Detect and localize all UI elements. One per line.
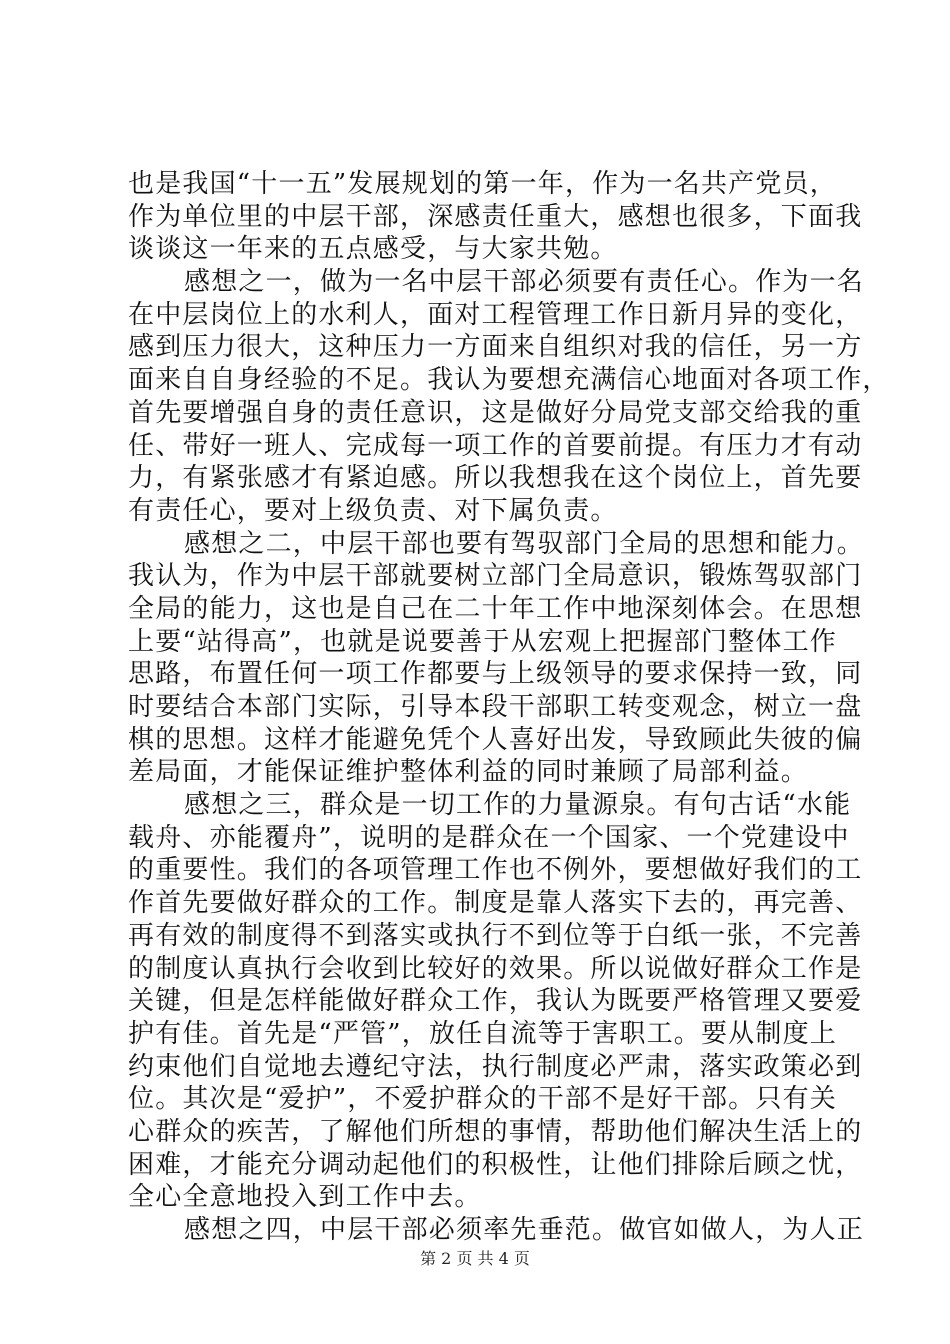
text-line: 护有佳。首先是“严管”，放任自流等于害职工。要从制度上 (128, 1018, 837, 1049)
text-line: 差局面，才能保证维护整体利益的同时兼顾了局部利益。 (128, 757, 809, 788)
text-line: 的重要性。我们的各项管理工作也不例外，要想做好我们的工 (128, 855, 863, 886)
text-line: 面来自自身经验的不足。我认为要想充满信心地面对各项工作， (128, 365, 890, 396)
text-line: 关键，但是怎样能做好群众工作，我认为既要严格管理又要爱 (128, 986, 863, 1017)
text-line: 全局的能力，这也是自己在二十年工作中地深刻体会。在思想 (128, 593, 863, 624)
text-line: 感到压力很大，这种压力一方面来自组织对我的信任，另一方 (128, 332, 863, 363)
text-line: 首先要增强自身的责任意识，这是做好分局党支部交给我的重 (128, 397, 863, 428)
text-line: 约束他们自觉地去遵纪守法，执行制度必严肃，落实政策必到 (128, 1051, 863, 1082)
text-line: 力，有紧张感才有紧迫感。所以我想我在这个岗位上，首先要 (128, 463, 863, 494)
text-line: 任、带好一班人、完成每一项工作的首要前提。有压力才有动 (128, 430, 863, 461)
text-line: 作首先要做好群众的工作。制度是靠人落实下去的，再完善、 (128, 888, 863, 919)
text-line: 感想之四，中层干部必须率先垂范。做官如做人，为人正 (184, 1215, 865, 1245)
page-footer: 第 2 页 共 4 页 (420, 1249, 530, 1268)
text-line: 作为单位里的中层干部，深感责任重大，感想也很多，下面我 (128, 201, 863, 232)
text-line: 全心全意地投入到工作中去。 (128, 1182, 482, 1213)
text-line: 再有效的制度得不到落实或执行不到位等于白纸一张，不完善 (128, 920, 863, 951)
text-line: 棋的思想。这样才能避免凭个人喜好出发，导致顾此失彼的偏 (128, 724, 863, 755)
text-line: 有责任心，要对上级负责、对下属负责。 (128, 495, 618, 526)
text-line: 感想之一，做为一名中层干部必须要有责任心。作为一名 (184, 267, 865, 298)
text-line: 在中层岗位上的水利人，面对工程管理工作日新月异的变化， (128, 299, 863, 330)
text-line: 载舟、亦能覆舟”，说明的是群众在一个国家、一个党建设中 (128, 822, 850, 853)
text-line: 时要结合本部门实际，引导本段干部职工转变观念，树立一盘 (128, 692, 863, 722)
text-line: 感想之三，群众是一切工作的力量源泉。有句古话“水能 (184, 790, 852, 821)
text-line: 思路，布置任何一项工作都要与上级领导的要求保持一致，同 (128, 659, 863, 690)
text-line: 也是我国“十一五”发展规划的第一年，作为一名共产党员， (128, 169, 837, 199)
text-line: 位。其次是“爱护”，不爱护群众的干部不是好干部。只有关 (128, 1084, 837, 1115)
text-line: 困难，才能充分调动起他们的积极性，让他们排除后顾之忧， (128, 1149, 863, 1180)
document-body (128, 168, 890, 1247)
text-line: 谈谈这一年来的五点感受，与大家共勉。 (128, 234, 618, 265)
text-line: 上要“站得高”，也就是说要善于从宏观上把握部门整体工作 (128, 626, 837, 657)
text-line: 的制度认真执行会收到比较好的效果。所以说做好群众工作是 (128, 953, 863, 984)
text-line: 感想之二，中层干部也要有驾驭部门全局的思想和能力。 (184, 528, 865, 559)
text-line: 心群众的疾苦，了解他们所想的事情，帮助他们解决生活上的 (128, 1116, 863, 1147)
text-line: 我认为，作为中层干部就要树立部门全局意识，锻炼驾驭部门 (128, 561, 863, 592)
